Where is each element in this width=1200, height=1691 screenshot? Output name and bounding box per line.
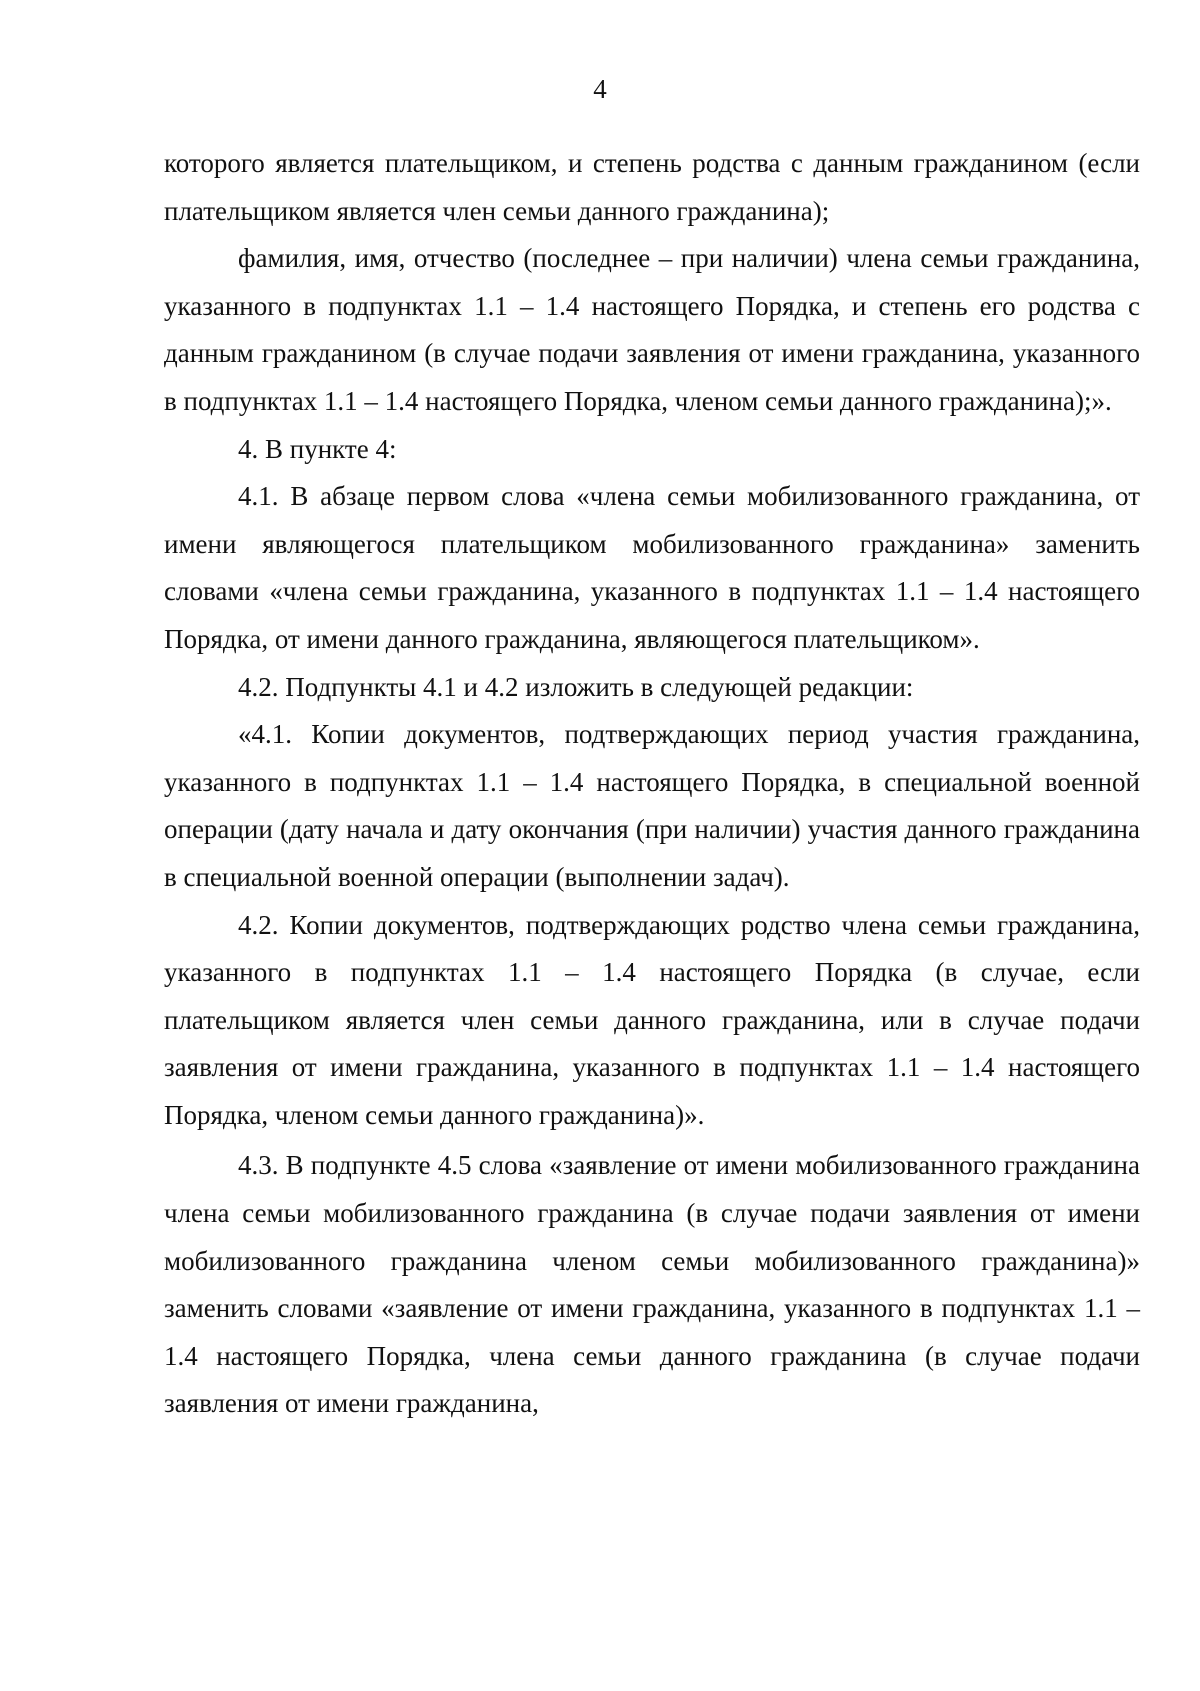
paragraph-item-4-3: 4.3. В подпункте 4.5 слова «заявление от имени мобилизованного гражданина члена семьи мобилизованного гражданина (в случае подачи заявления от имени мобилизованного гражданина членом семьи мобилизованного гражданина)» заменить словами «заявление от имени гражданина, указанного в подпунктах 1.1 – 1.4 настоящего Порядка, члена семьи данного гражданина (в случае подачи заявления от имени гражданина, [164, 1150, 1140, 1419]
paragraph-continuation: которого является плательщиком, и степень родства с данным гражданином (если плательщиком является член семьи данного гражданина); [164, 148, 1140, 226]
paragraph-item-4-1: 4.1. В абзаце первом слова «члена семьи мобилизованного гражданина, от имени являющегося плательщиком мобилизованного гражданина» заменить словами «члена семьи гражданина, указанного в подпунктах 1.1 – 1.4 настоящего Порядка, от имени данного гражданина, являющегося плательщиком». [164, 481, 1140, 654]
page-number: 4 [593, 74, 607, 104]
paragraph-new-4-2: 4.2. Копии документов, подтверждающих родство члена семьи гражданина, указанного в подпунктах 1.1 – 1.4 настоящего Порядка (в случае, если плательщиком является член семьи данного гражданина, или в случае подачи заявления от имени гражданина, указанного в подпунктах 1.1 – 1.4 настоящего Порядка, членом семьи данного гражданина)». [164, 909, 1140, 1130]
paragraph-family-member-name: фамилия, имя, отчество (последнее – при наличии) члена семьи гражданина, указанного в подпунктах 1.1 – 1.4 настоящего Порядка, и степень его родства с данным гражданином (в случае подачи заявления от имени гражданина, указанного в подпунктах 1.1 – 1.4 настоящего Порядка, членом семьи данного гражданина);». [164, 243, 1140, 416]
document-body [164, 140, 1140, 1428]
paragraph-item-4-2: 4.2. Подпункты 4.1 и 4.2 изложить в следующей редакции: [238, 671, 914, 702]
paragraph-item-4-heading: 4. В пункте 4: [238, 433, 397, 464]
paragraph-new-4-1: «4.1. Копии документов, подтверждающих период участия гражданина, указанного в подпунктах 1.1 – 1.4 настоящего Порядка, в специальной военной операции (дату начала и дату окончания (при наличии) участия данного гражданина в специальной военной операции (выполнении задач). [164, 719, 1140, 892]
